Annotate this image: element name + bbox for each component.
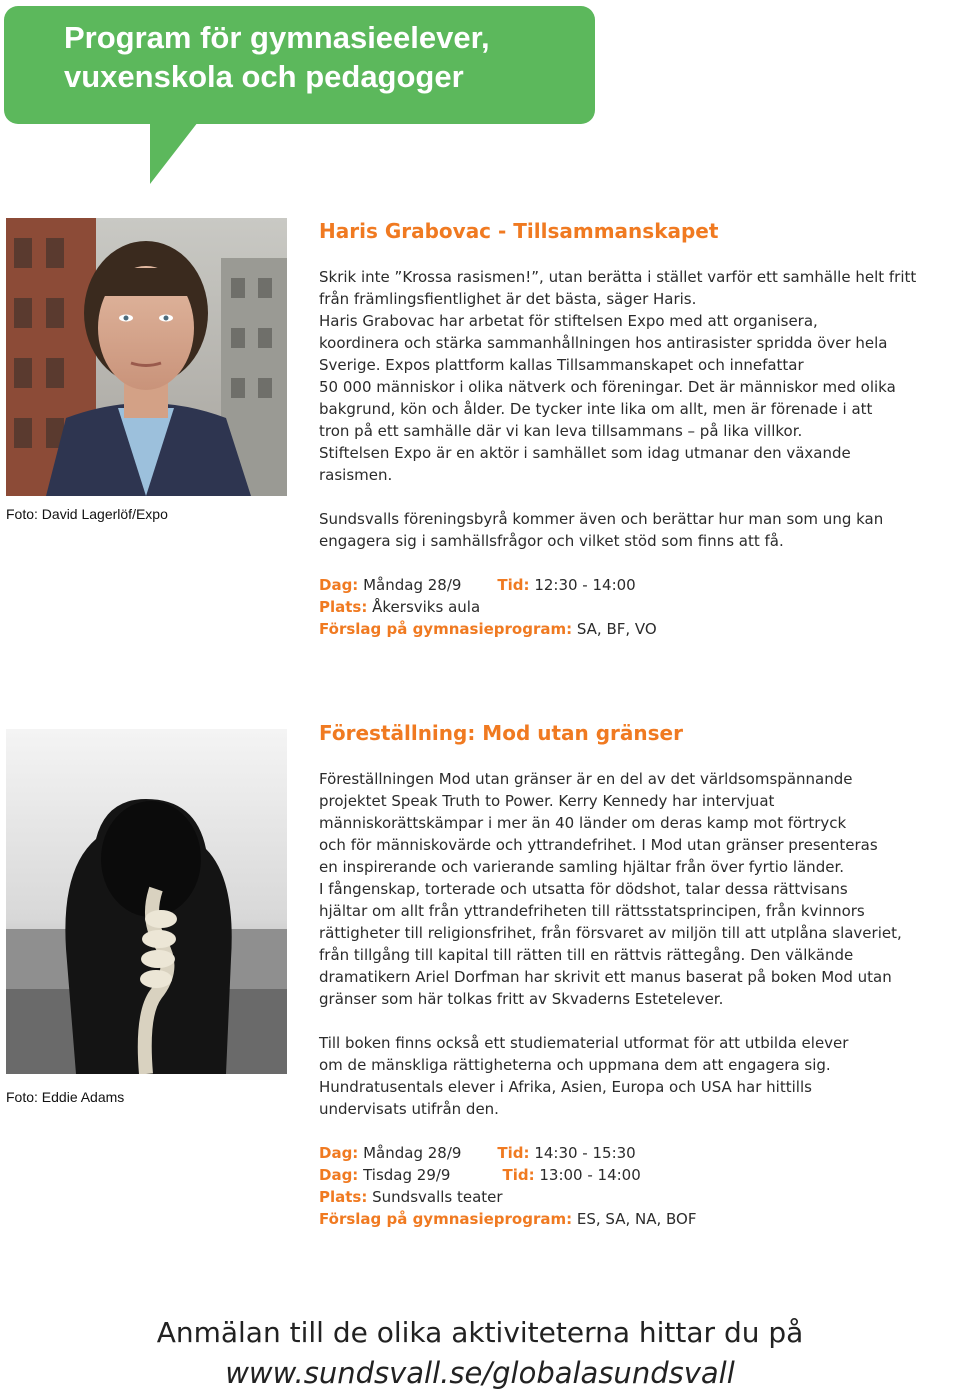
signup-text: Anmälan till de olika aktiviteterna hittar du på <box>156 1316 804 1349</box>
program-value: ES, SA, NA, BOF <box>576 1210 697 1228</box>
event-description: Skrik inte ”Krossa rasismen!”, utan berätta i stället varför ett samhälle helt fritt från främlingsfientlighet är det bästa, säger Haris. Haris Grabovac har arbetat för stiftelsen Expo med att organisera, koordinera och stärka sammanhållningen hos antirasister spridda över hela Sverige. Expos plattform kallas Tillsammanskapet och innefattar 50 000 människor i olika nätverk och föreningar. Det är människor med olika bakgrund, kön och ålder. De tycker inte lika om allt, men är förenade i att tron på ett samhälle där vi kan leva tillsammans – på lika villkor. Stiftelsen Expo är en aktör i samhället som idag utmanar den växande rasismen. <box>319 268 917 484</box>
place-value: Åkersviks aula <box>372 598 481 616</box>
place-value: Sundsvalls teater <box>372 1188 503 1206</box>
event-programs-2 <box>319 1208 959 1230</box>
day-value: Måndag 28/9 <box>363 576 462 594</box>
event-day-time-1 <box>319 1142 959 1164</box>
page-title <box>64 18 584 96</box>
event-description-extra: Sundsvalls föreningsbyrå kommer även och berättar hur man som ung kan engagera sig i samhällsfrågor och vilket stöd som finns att få. <box>319 510 884 550</box>
page-title-line-1: Program för gymnasieelever, <box>64 20 490 55</box>
event-title-2: Föreställning: Mod utan gränser <box>319 721 683 745</box>
event-place <box>319 596 959 618</box>
event-description-2: Föreställningen Mod utan gränser är en del av det världsomspännande projektet Speak Truth to Power. Kerry Kennedy har intervjuat människorättskämpar i mer än 40 länder om deras kamp mot förtryck och för människovärde och yttrandefrihet. I Mod utan gränser presenteras en inspirerande och varierande samling hjältar från över fyrtio länder. I fångenskap, torterade och utsatta för dödshot, talar dessa rättvisans hjältar om allt från yttrandefriheten till rättsstatsprincipen, från kvinnors rättigheter till religionsfrihet, från försvaret av miljön till att utplåna slaveriet, från tillgång till kapital till rätten till en rättvis rättegång. Den välkände dramatikern Ariel Dorfman har skrivit ett manus baserat på boken Mod utan gränser som här tolkas fritt av Skvaderns Estetelever. <box>319 770 902 1008</box>
event-day-time <box>319 574 959 596</box>
day-label: Dag: <box>319 1144 359 1162</box>
place-label: Plats: <box>319 598 368 616</box>
photo-credit: Foto: David Lagerlöf/Expo <box>6 506 168 522</box>
event-section-mod-utan-granser <box>319 720 959 1230</box>
time-value: 14:30 - 15:30 <box>534 1144 636 1162</box>
day-value: Måndag 28/9 <box>363 1144 462 1162</box>
event-description-2-extra: Till boken finns också ett studiematerial utformat för att utbilda elever om de mänskliga rättigheterna och uppmana dem att engagera sig. Hundratusentals elever i Afrika, Asien, Europa och USA har hittills undervisats utifrån den. <box>319 1034 849 1118</box>
portrait-photo <box>6 218 287 496</box>
time-value: 13:00 - 14:00 <box>539 1166 641 1184</box>
event-details <box>319 574 959 640</box>
time-label: Tid: <box>497 576 530 594</box>
day-label: Dag: <box>319 1166 359 1184</box>
event-details-2 <box>319 1142 959 1230</box>
program-value: SA, BF, VO <box>576 620 657 638</box>
event-programs <box>319 618 959 640</box>
event-place-2 <box>319 1186 959 1208</box>
time-value: 12:30 - 14:00 <box>534 576 636 594</box>
signup-link[interactable]: www.sundsvall.se/globalasundsvall <box>225 1356 735 1390</box>
event-day-time-2 <box>319 1164 959 1186</box>
speech-bubble-tail <box>150 122 198 184</box>
place-label: Plats: <box>319 1188 368 1206</box>
time-label: Tid: <box>497 1144 530 1162</box>
time-label: Tid: <box>502 1166 535 1184</box>
event-title: Haris Grabovac - Tillsammanskapet <box>319 219 719 243</box>
hooded-figure-photo <box>6 729 287 1074</box>
page-title-line-2: vuxenskola och pedagoger <box>64 59 464 94</box>
photo-credit-2: Foto: Eddie Adams <box>6 1089 125 1105</box>
day-label: Dag: <box>319 576 359 594</box>
program-label: Förslag på gymnasieprogram: <box>319 620 573 638</box>
program-label: Förslag på gymnasieprogram: <box>319 1210 573 1228</box>
day-value: Tisdag 29/9 <box>363 1166 451 1184</box>
event-section-haris <box>319 218 959 640</box>
